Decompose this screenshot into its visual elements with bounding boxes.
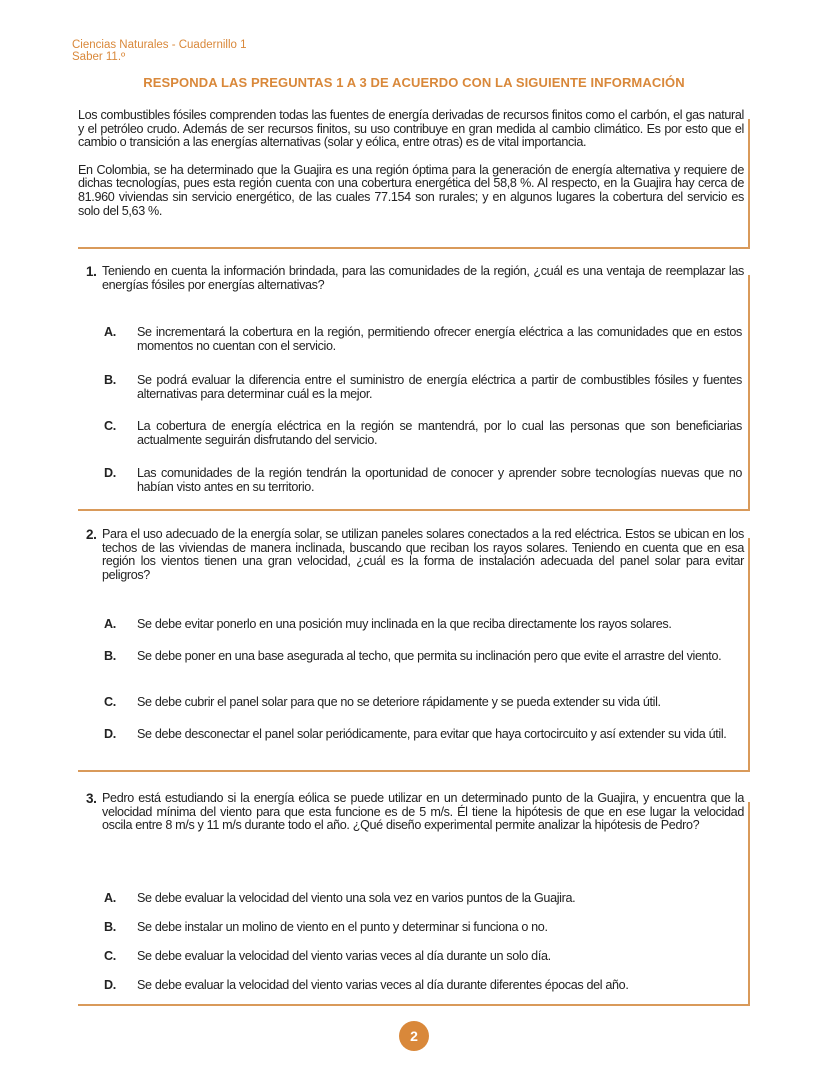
question-number: 3.: [86, 791, 97, 806]
header-level: Saber 11.º: [72, 51, 126, 63]
question-number: 1.: [86, 264, 97, 279]
option-letter: A.: [104, 891, 116, 905]
option-text: Se podrá evaluar la diferencia entre el suministro de energía eléctrica a partir de combustibles fósiles y fuentes alternativas para determinar cuál es la mejor.: [137, 373, 742, 401]
question-3: [78, 792, 750, 1006]
question-2: [78, 528, 750, 772]
option-letter: D.: [104, 466, 116, 480]
option-text: Se debe evaluar la velocidad del viento una sola vez en varios puntos de la Guajira.: [137, 891, 576, 905]
question-text: Para el uso adecuado de la energía solar, se utilizan paneles solares conectados a la red eléctrica. Estos se ubican en los techos de las viviendas de manera inclinada, buscando que reciban los rayos solares. Teniendo en cuenta que en esa región los vientos tienen una gran velocidad, ¿cuál es la forma de instalación adecuada del panel solar para evitar peligros?: [102, 527, 744, 582]
section-title: RESPONDA LAS PREGUNTAS 1 A 3 DE ACUERDO CON LA SIGUIENTE INFORMACIÓN: [143, 75, 685, 90]
option-d[interactable]: [78, 728, 746, 742]
option-c[interactable]: [78, 420, 746, 447]
option-letter: D.: [104, 727, 116, 741]
option-d[interactable]: [78, 979, 746, 993]
option-letter: A.: [104, 617, 116, 631]
option-c[interactable]: [78, 950, 746, 964]
option-text: Se debe poner en una base asegurada al techo, que permita su inclinación pero que evite el arrastre del viento.: [137, 649, 722, 663]
passage-box: [78, 109, 750, 249]
option-d[interactable]: [78, 467, 746, 494]
option-b[interactable]: [78, 921, 746, 935]
passage-paragraph: Los combustibles fósiles comprenden todas las fuentes de energía derivadas de recursos finitos como el carbón, el gas natural y el petróleo crudo. Además de ser recursos finitos, su uso contribuye en gran medida al cambio climático. Es por esto que el cambio o transición a las energías alternativas (solar y eólica, entre otras) es de vital importancia.: [78, 108, 744, 150]
question-number: 2.: [86, 527, 97, 542]
option-text: Se debe evitar ponerlo en una posición muy inclinada en la que reciba directamente los rayos solares.: [137, 617, 672, 631]
option-letter: C.: [104, 695, 116, 709]
option-text: Las comunidades de la región tendrán la oportunidad de conocer y aprender sobre tecnologías nuevas que no habían visto antes en su territorio.: [137, 466, 742, 494]
option-text: La cobertura de energía eléctrica en la región se mantendrá, por lo cual las personas que son beneficiarias actualmente seguirán disfrutando del servicio.: [137, 419, 742, 447]
option-letter: B.: [104, 373, 116, 387]
option-text: Se debe desconectar el panel solar periódicamente, para evitar que haya cortocircuito y así extender su vida útil.: [137, 727, 727, 741]
option-letter: B.: [104, 649, 116, 663]
option-b[interactable]: [78, 374, 746, 401]
option-letter: B.: [104, 920, 116, 934]
question-text: Teniendo en cuenta la información brindada, para las comunidades de la región, ¿cuál es una ventaja de reemplazar las energías fósiles por energías alternativas?: [102, 264, 744, 292]
option-letter: A.: [104, 325, 116, 339]
passage-paragraph: En Colombia, se ha determinado que la Guajira es una región óptima para la generación de energía alternativa y requiere de dichas tecnologías, pues esta región cuenta con una cobertura energética del 58,8 %. Al respecto, en la Guajira hay cerca de 81.960 viviendas sin servicio energético, de las cuales 77.154 son rurales; y en algunos lugares la cobertura del servicio es solo del 5,63 %.: [78, 162, 744, 218]
option-c[interactable]: [78, 696, 746, 710]
option-text: Se debe cubrir el panel solar para que no se deteriore rápidamente y se pueda extender su vida útil.: [137, 695, 661, 709]
option-text: Se debe evaluar la velocidad del viento varias veces al día durante un solo día.: [137, 949, 551, 963]
option-text: Se debe instalar un molino de viento en el punto y determinar si funciona o no.: [137, 920, 548, 934]
option-letter: C.: [104, 949, 116, 963]
header-subject: Ciencias Naturales - Cuadernillo 1: [72, 39, 247, 51]
option-letter: D.: [104, 978, 116, 992]
option-letter: C.: [104, 419, 116, 433]
option-b[interactable]: [78, 650, 746, 664]
document-header: [72, 39, 247, 63]
question-text: Pedro está estudiando si la energía eólica se puede utilizar en un determinado punto de la Guajira, y encuentra que la velocidad mínima del viento para que esta funcione es de 5 m/s. Él tiene la hipótesis de que en ese lugar la velocidad oscila entre 8 m/s y 11 m/s durante todo el año. ¿Qué diseño experimental permite analizar la hipótesis de Pedro?: [102, 791, 744, 833]
option-a[interactable]: [78, 326, 746, 353]
option-a[interactable]: [78, 892, 746, 906]
option-text: Se incrementará la cobertura en la región, permitiendo ofrecer energía eléctrica a las comunidades que en estos momentos no cuentan con el servicio.: [137, 325, 742, 353]
option-text: Se debe evaluar la velocidad del viento varias veces al día durante diferentes épocas del año.: [137, 978, 629, 992]
option-a[interactable]: [78, 618, 746, 632]
page-number: 2: [399, 1021, 429, 1051]
question-1: [78, 265, 750, 511]
